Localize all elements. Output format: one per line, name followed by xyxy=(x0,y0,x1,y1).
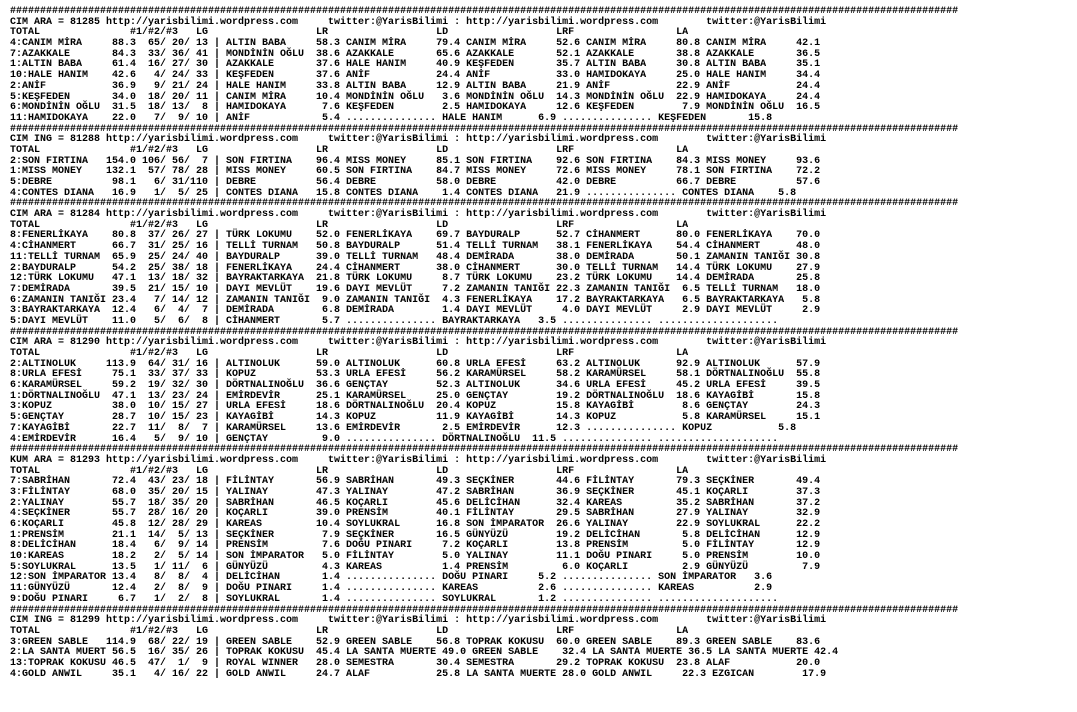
text-line: 1:MISS MONEY 132.1 57/ 78/ 28 | MISS MONEY 60.5 SON FIRTINA 84.7 MISS MONEY 72.6 MISS MONEY 78.1 SON FIRTINA 72.2 xyxy=(10,166,821,178)
text-line: 5:DEBRE 98.1 6/ 31/110 | DEBRE 56.4 DEBRE 58.0 DEBRE 42.0 DEBRE 66.7 DEBRE 57.6 xyxy=(10,177,821,188)
text-line: TOTAL #1/#2/#3 LG LR LD LRF LA xyxy=(10,144,689,156)
text-line: 9:DOĞU PINARI 6.7 1/ 2/ 8 | SOYLUKRAL 1.4 ............... SOYLUKRAL 1.2 ............... .................... xyxy=(10,593,779,605)
separator-line: ############################################################################################################################################################## xyxy=(10,198,959,210)
text-line: 2:ALTINOLUK 113.9 64/ 31/ 16 | ALTINOLUK 59.0 ALTINOLUK 60.8 URLA EFESİ 63.2 ALTINOLUK 92.9 ALTINOLUK 57.9 xyxy=(10,358,821,370)
text-line: 7:SABRİHAN 72.4 43/ 23/ 18 | FİLİNTAY 56.9 SABRİHAN 49.3 SEÇKİNER 44.6 FİLİNTAY 79.3 SEÇKİNER 49.4 xyxy=(10,476,821,488)
text-line: 10:KAREAS 18.2 2/ 5/ 14 | SON İMPARATOR 5.0 FİLİNTAY 5.0 YALINAY 11.1 DOĞU PINARI 5.0 PRENSİM 10.0 xyxy=(10,551,821,563)
text-line: 5:SOYLUKRAL 13.5 1/ 11/ 6 | GÜNYÜZÜ 4.3 KAREAS 1.4 PRENSİM 6.0 KOÇARLI 2.9 GÜNYÜZÜ 7.9 xyxy=(10,561,821,573)
text-line: TOTAL #1/#2/#3 LG LR LD LRF LA xyxy=(10,625,689,637)
text-line: 2:ANİF 36.9 9/ 21/ 24 | HALE HANIM 33.8 ALTIN BABA 12.9 ALTIN BABA 21.9 ANİF 22.9 ANİF 24.4 xyxy=(10,80,821,92)
separator-line: ############################################################################################################################################################## xyxy=(10,326,959,338)
text-line: 5:GENÇTAY 28.7 10/ 15/ 23 | KAYAGİBİ 14.3 KOPUZ 11.9 KAYAGİBİ 14.3 KOPUZ 5.8 KARAMÜRSEL 15.1 xyxy=(10,412,821,424)
text-line: 1:DÖRTNALINOĞLU 47.1 13/ 23/ 24 | EMİRDEVİR 25.1 KARAMÜRSEL 25.0 GENÇTAY 19.2 DÖRTNALINOĞLU 18.6 KAYAGİBİ 15.8 xyxy=(10,390,821,402)
text-line: 6:KARAMÜRSEL 59.2 19/ 32/ 30 | DÖRTNALINOĞLU 36.6 GENÇTAY 52.3 ALTINOLUK 34.6 URLA EFESİ 45.2 URLA EFESİ 39.5 xyxy=(10,380,821,392)
text-line: CIM ING = 81299 http://yarisbilimi.wordpress.com twitter:@YarisBilimi : http://yarisbilimi.wordpress.com twitter:@YarisBilimi xyxy=(10,615,827,627)
separator-line: ############################################################################################################################################################## xyxy=(10,444,959,456)
text-line: 4:SEÇKİNER 55.7 28/ 16/ 20 | KOÇARLI 39.0 PRENSİM 40.1 FİLİNTAY 29.5 SABRİHAN 27.9 YALINAY 32.9 xyxy=(10,508,821,520)
text-line: 5:DAYI MEVLÜT 11.0 5/ 6/ 8 | CİHANMERT 5.7 ............... BAYRAKTARKAYA 3.5 ............... .................... xyxy=(10,315,779,327)
text-line: 2:BAYDURALP 54.2 25/ 38/ 18 | FENERLİKAYA 24.4 CİHANMERT 38.0 CİHANMERT 30.0 TELLİ TURNAM 14.4 TÜRK LOKUMU 27.9 xyxy=(10,262,821,274)
text-line: 3:GREEN SABLE 114.9 68/ 22/ 19 | GREEN SABLE 52.9 GREEN SABLE 56.8 TOPRAK KOKUSU 60.0 GREEN SABLE 89.3 GREEN SABLE 83.6 xyxy=(10,636,821,648)
text-line: 4:CONTES DIANA 16.9 1/ 5/ 25 | CONTES DIANA 15.8 CONTES DIANA 1.4 CONTES DIANA 21.9 ............... CONTES DIANA 5.8 xyxy=(10,187,797,199)
text-line: 2:LA SANTA MUERT 56.5 16/ 35/ 26 | TOPRAK KOKUSU 45.4 LA SANTA MUERTE 49.0 GREEN SABLE 32.4 LA SANTA MUERTE 36.5 LA SANTA MUERTE 42.4 xyxy=(10,647,839,659)
text-line: 8:DELİCİHAN 18.4 6/ 9/ 14 | PRENSİM 7.6 DOĞU PINARI 7.2 KOÇARLI 13.8 PRENSİM 5.0 FİLİNTAY 12.9 xyxy=(10,540,821,552)
text-line: 11:TELLİ TURNAM 65.9 25/ 24/ 40 | BAYDURALP 39.0 TELLİ TURNAM 48.4 DEMİRADA 38.0 DEMİRADA 50.1 ZAMANIN TANIĞI 30.8 xyxy=(10,251,821,263)
text-line: TOTAL #1/#2/#3 LG LR LD LRF LA xyxy=(10,27,689,39)
text-line: 8:FENERLİKAYA 80.8 37/ 26/ 27 | TÜRK LOKUMU 52.0 FENERLİKAYA 69.7 BAYDURALP 52.7 CİHANMERT 80.0 FENERLİKAYA 70.0 xyxy=(10,230,821,242)
text-line: 13:TOPRAK KOKUSU 46.5 47/ 1/ 9 | ROYAL WINNER 28.0 SEMESTRA 30.4 SEMESTRA 29.2 TOPRAK KOKUSU 23.8 ALAF 20.0 xyxy=(10,657,821,669)
separator-line: ############################################################################################################################################################## xyxy=(10,123,959,135)
text-line: 1:PRENSİM 21.1 14/ 5/ 13 | SEÇKİNER 7.9 SEÇKİNER 16.5 GÜNYÜZÜ 19.2 DELİCİHAN 5.8 DELİCİHAN 12.9 xyxy=(10,529,821,541)
text-line: 7:AZAKKALE 84.3 33/ 36/ 41 | MONDİNİN OĞLU 38.6 AZAKKALE 65.6 AZAKKALE 52.1 AZAKKALE 38.8 AZAKKALE 36.5 xyxy=(10,48,821,60)
text-line: CIM ARA = 81285 http://yarisbilimi.wordpress.com twitter:@YarisBilimi : http://yarisbilimi.wordpress.com twitter:@YarisBilimi xyxy=(10,16,827,28)
text-line: 12:SON İMPARATOR 13.4 8/ 8/ 4 | DELİCİHAN 1.4 ............... DOĞU PINARI 5.2 ............... SON İMPARATOR 3.6 xyxy=(10,572,773,584)
text-line: 6:KOÇARLI 45.8 12/ 28/ 29 | KAREAS 10.4 SOYLUKRAL 16.8 SON İMPARATOR 26.6 YALINAY 22.9 SOYLUKRAL 22.2 xyxy=(10,519,821,530)
text-line: 12:TÜRK LOKUMU 47.1 13/ 18/ 32 | BAYRAKTARKAYA 21.8 TÜRK LOKUMU 8.7 TÜRK LOKUMU 23.2 TÜRK LOKUMU 14.4 DEMİRADA 25.8 xyxy=(10,273,821,285)
handicap-text-document xyxy=(10,7,958,680)
text-line: KUM ARA = 81293 http://yarisbilimi.wordpress.com twitter:@YarisBilimi : http://yarisbilimi.wordpress.com twitter:@YarisBilimi xyxy=(10,454,827,466)
text-line: TOTAL #1/#2/#3 LG LR LD LRF LA xyxy=(10,219,689,231)
text-line: 3:KOPUZ 38.0 10/ 15/ 27 | URLA EFESİ 18.6 DÖRTNALINOĞLU 20.4 KOPUZ 15.8 KAYAGİBİ 8.6 GENÇTAY 24.3 xyxy=(10,401,821,413)
text-line: 3:FİLİNTAY 68.0 35/ 20/ 15 | YALINAY 47.3 YALINAY 47.2 SABRİHAN 36.9 SEÇKİNER 45.1 KOÇARLI 37.3 xyxy=(10,486,821,498)
text-line: 11:HAMIDOKAYA 22.0 7/ 9/ 10 | ANİF 5.4 ............... HALE HANIM 6.9 ............... KEŞFEDEN 15.8 xyxy=(10,112,773,124)
text-line: TOTAL #1/#2/#3 LG LR LD LRF LA xyxy=(10,348,689,359)
text-line: 7:DEMİRADA 39.5 21/ 15/ 10 | DAYI MEVLÜT 19.6 DAYI MEVLÜT 7.2 ZAMANIN TANIĞI 22.3 ZAMANIN TANIĞI 6.5 TELLİ TURNAM 18.0 xyxy=(10,283,821,295)
text-line: CIM ARA = 81290 http://yarisbilimi.wordpress.com twitter:@YarisBilimi : http://yarisbilimi.wordpress.com twitter:@YarisBilimi xyxy=(10,337,827,349)
text-line: CIM ING = 81288 http://yarisbilimi.wordpress.com twitter:@YarisBilimi : http://yarisbilimi.wordpress.com twitter:@YarisBilimi xyxy=(10,134,827,146)
text-line: CIM ARA = 81284 http://yarisbilimi.wordpress.com twitter:@YarisBilimi : http://yarisbilimi.wordpress.com twitter:@YarisBilimi xyxy=(10,209,827,221)
text-line: 4:CİHANMERT 66.7 31/ 25/ 16 | TELLİ TURNAM 50.8 BAYDURALP 51.4 TELLİ TURNAM 38.1 FENERLİKAYA 54.4 CİHANMERT 48.0 xyxy=(10,241,821,253)
text-line: 4:CANIM MİRA 88.3 65/ 20/ 13 | ALTIN BABA 58.3 CANIM MİRA 79.4 CANIM MİRA 52.6 CANIM MİRA 80.8 CANIM MİRA 42.1 xyxy=(10,38,821,50)
text-line: 10:HALE HANIM 42.6 4/ 24/ 33 | KEŞFEDEN 37.6 ANİF 24.4 ANİF 33.0 HAMIDOKAYA 25.0 HALE HANIM 34.4 xyxy=(10,70,821,82)
text-line: 11:GÜNYÜZÜ 12.4 2/ 8/ 9 | DOĞU PINARI 1.4 ............... KAREAS 2.6 ............... KAREAS 2.9 xyxy=(10,583,773,595)
text-line: 4:EMİRDEVİR 16.4 5/ 9/ 10 | GENÇTAY 9.0 ............... DÖRTNALINOĞLU 11.5 ............... .................... xyxy=(10,433,779,445)
text-line: 2:YALINAY 55.7 18/ 35/ 20 | SABRİHAN 46.5 KOÇARLI 45.6 DELİCİHAN 32.4 KAREAS 35.2 SABRİHAN 37.2 xyxy=(10,497,821,509)
separator-line: ############################################################################################################################################################## xyxy=(10,604,959,616)
separator-line: ############################################################################################################################################################## xyxy=(10,6,959,17)
text-line: 6:ZAMANIN TANIĞI 23.4 7/ 14/ 12 | ZAMANIN TANIĞI 9.0 ZAMANIN TANIĞI 4.3 FENERLİKAYA 17.2 BAYRAKTARKAYA 6.5 BAYRAKTARKAYA 5.8 xyxy=(10,294,821,306)
text-line: TOTAL #1/#2/#3 LG LR LD LRF LA xyxy=(10,465,689,477)
text-line: 2:SON FIRTINA 154.0 106/ 56/ 7 | SON FIRTINA 96.4 MISS MONEY 85.1 SON FIRTINA 92.6 SON FIRTINA 84.3 MISS MONEY 93.6 xyxy=(10,155,821,167)
text-line: 4:GOLD ANWIL 35.1 4/ 16/ 22 | GOLD ANWIL 24.7 ALAF 25.8 LA SANTA MUERTE 28.0 GOLD ANWIL 22.3 EZGICAN 17.9 xyxy=(10,668,827,680)
text-line: 6:MONDİNİN OĞLU 31.5 18/ 13/ 8 | HAMIDOKAYA 7.6 KEŞFEDEN 2.5 HAMIDOKAYA 12.6 KEŞFEDEN 7.9 MONDİNİN OĞLU 16.5 xyxy=(10,102,821,114)
text-line: 8:URLA EFESİ 75.1 33/ 37/ 33 | KOPUZ 53.3 URLA EFESİ 56.2 KARAMÜRSEL 58.2 KARAMÜRSEL 58.1 DÖRTNALINOĞLU 55.8 xyxy=(10,369,821,381)
text-line: 3:BAYRAKTARKAYA 12.4 6/ 4/ 7 | DEMİRADA 6.8 DEMİRADA 1.4 DAYI MEVLÜT 4.0 DAYI MEVLÜT 2.9 DAYI MEVLÜT 2.9 xyxy=(10,305,821,317)
text-line: 5:KEŞFEDEN 34.0 18/ 20/ 11 | CANIM MİRA 10.4 MONDİNİN OĞLU 3.6 MONDİNİN OĞLU 14.3 MONDİNİN OĞLU 22.9 HAMIDOKAYA 24.4 xyxy=(10,91,821,103)
text-line: 7:KAYAGİBİ 22.7 11/ 8/ 7 | KARAMÜRSEL 13.6 EMİRDEVİR 2.5 EMİRDEVİR 12.3 ............... KOPUZ 5.8 xyxy=(10,422,797,434)
text-line: 1:ALTIN BABA 61.4 16/ 27/ 30 | AZAKKALE 37.6 HALE HANIM 40.9 KEŞFEDEN 35.7 ALTIN BABA 30.8 ALTIN BABA 35.1 xyxy=(10,59,821,71)
